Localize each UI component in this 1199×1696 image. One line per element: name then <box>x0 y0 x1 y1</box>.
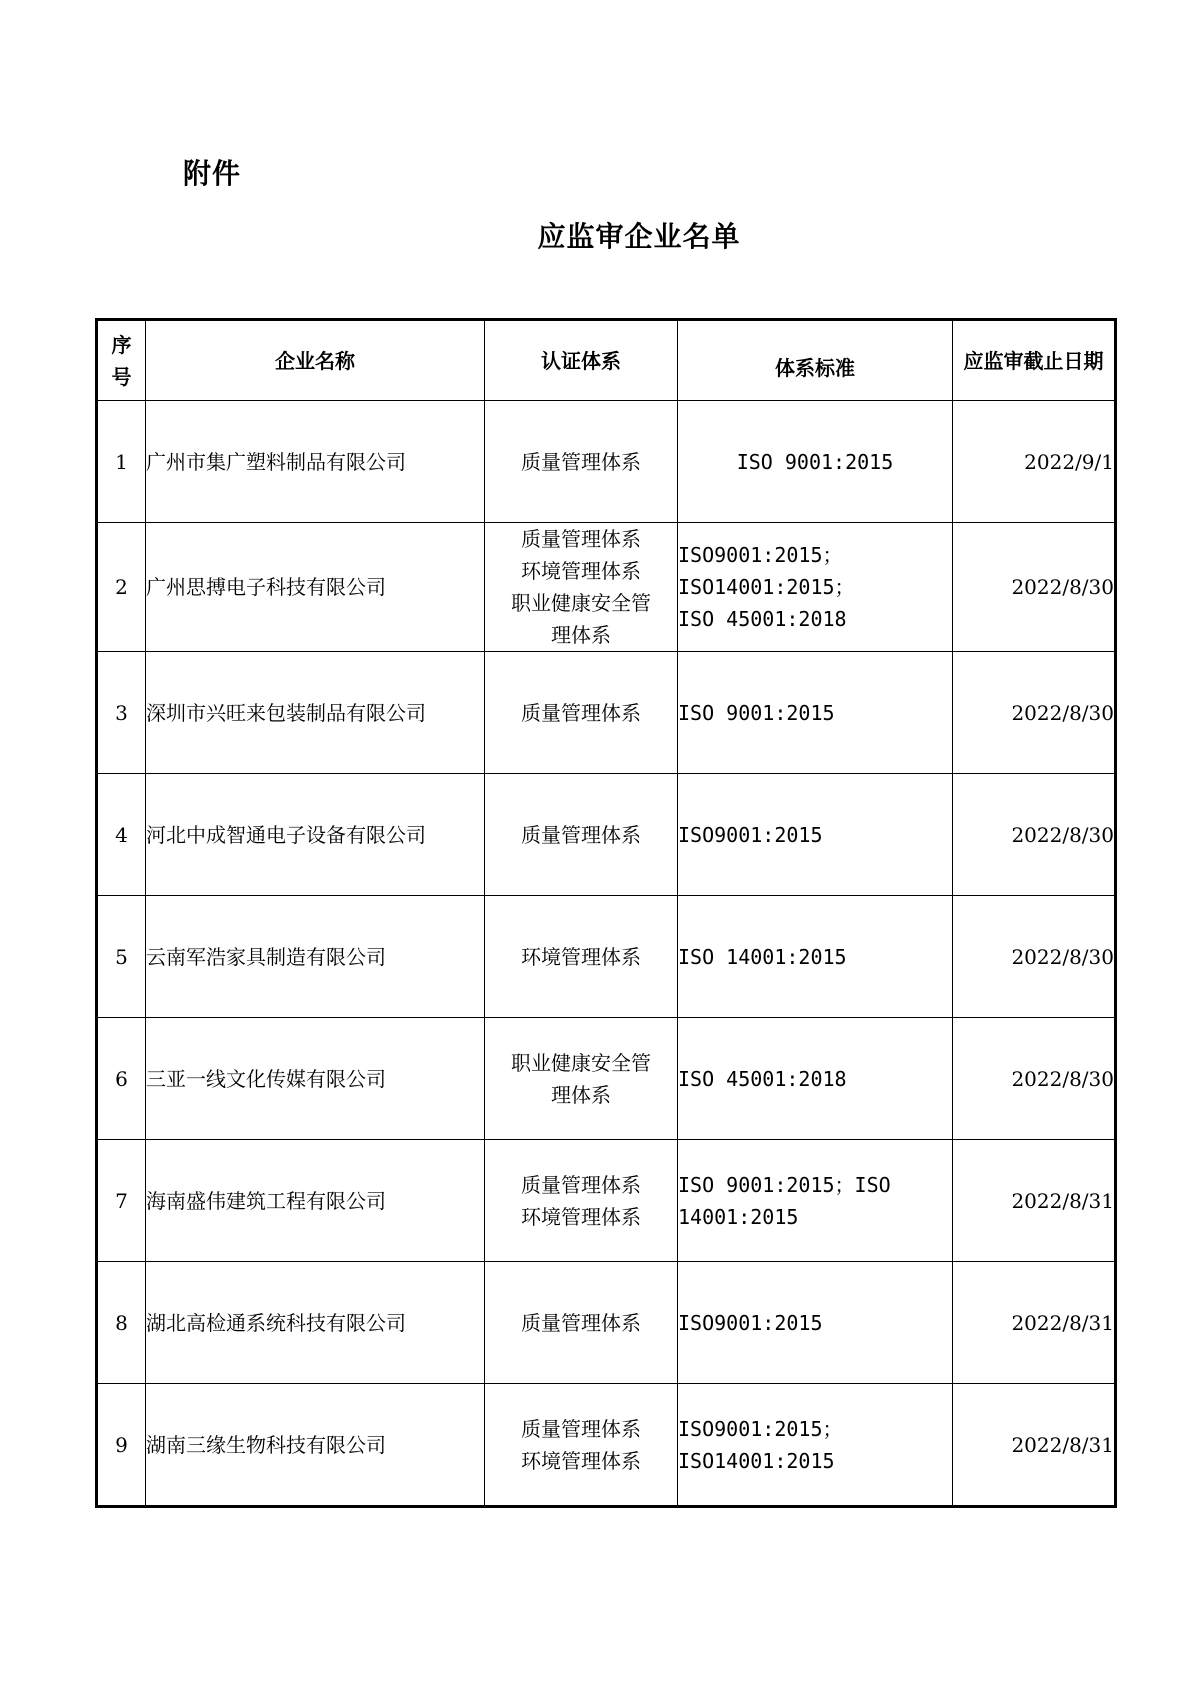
cell-system: 质量管理体系 环境管理体系 <box>485 1140 678 1262</box>
header-no: 序 号 <box>97 320 146 401</box>
attachment-label: 附件 <box>183 157 242 190</box>
cell-system: 质量管理体系 <box>485 652 678 774</box>
cell-deadline: 2022/8/30 <box>953 523 1116 652</box>
cell-no: 8 <box>97 1262 146 1384</box>
cell-deadline: 2022/8/30 <box>953 896 1116 1018</box>
cell-standard: ISO9001:2015 <box>678 1262 953 1384</box>
header-standard: 体系标准 <box>678 320 953 401</box>
cell-no: 5 <box>97 896 146 1018</box>
cell-deadline: 2022/8/30 <box>953 774 1116 896</box>
cell-no: 3 <box>97 652 146 774</box>
cell-no: 4 <box>97 774 146 896</box>
cell-system: 职业健康安全管 理体系 <box>485 1018 678 1140</box>
cell-deadline: 2022/8/31 <box>953 1140 1116 1262</box>
cell-system: 质量管理体系 <box>485 1262 678 1384</box>
table-row <box>97 1018 1116 1140</box>
cell-no: 1 <box>97 401 146 523</box>
header-name: 企业名称 <box>146 320 485 401</box>
table-row <box>97 1384 1116 1507</box>
document-title: 应监审企业名单 <box>537 220 741 253</box>
cell-no: 7 <box>97 1140 146 1262</box>
table-row <box>97 652 1116 774</box>
cell-name: 云南军浩家具制造有限公司 <box>146 896 485 1018</box>
cell-deadline: 2022/8/31 <box>953 1262 1116 1384</box>
cell-name: 广州市集广塑料制品有限公司 <box>146 401 485 523</box>
table-row <box>97 1140 1116 1262</box>
cell-deadline: 2022/8/30 <box>953 652 1116 774</box>
cell-deadline: 2022/9/1 <box>953 401 1116 523</box>
cell-no: 2 <box>97 523 146 652</box>
cell-standard: ISO9001:2015； ISO14001:2015； ISO 45001:2018 <box>678 523 953 652</box>
cell-deadline: 2022/8/31 <box>953 1384 1116 1507</box>
cell-deadline: 2022/8/30 <box>953 1018 1116 1140</box>
cell-standard: ISO9001:2015 <box>678 774 953 896</box>
cell-standard: ISO 9001:2015；ISO 14001:2015 <box>678 1140 953 1262</box>
cell-standard: ISO9001:2015； ISO14001:2015 <box>678 1384 953 1507</box>
cell-name: 海南盛伟建筑工程有限公司 <box>146 1140 485 1262</box>
table-row <box>97 774 1116 896</box>
header-deadline: 应监审截止日期 <box>953 320 1116 401</box>
cell-name: 河北中成智通电子设备有限公司 <box>146 774 485 896</box>
table-header-row <box>97 320 1116 401</box>
cell-no: 9 <box>97 1384 146 1507</box>
enterprise-table <box>95 318 1117 1508</box>
cell-system: 质量管理体系 <box>485 401 678 523</box>
cell-name: 湖北高检通系统科技有限公司 <box>146 1262 485 1384</box>
cell-system: 质量管理体系 <box>485 774 678 896</box>
table-row <box>97 523 1116 652</box>
table-row <box>97 1262 1116 1384</box>
table-row <box>97 401 1116 523</box>
cell-system: 质量管理体系 环境管理体系 <box>485 1384 678 1507</box>
cell-no: 6 <box>97 1018 146 1140</box>
table-row <box>97 896 1116 1018</box>
cell-standard: ISO 9001:2015 <box>678 401 953 523</box>
header-system: 认证体系 <box>485 320 678 401</box>
cell-name: 广州思搏电子科技有限公司 <box>146 523 485 652</box>
cell-name: 湖南三缘生物科技有限公司 <box>146 1384 485 1507</box>
cell-system: 环境管理体系 <box>485 896 678 1018</box>
cell-standard: ISO 14001:2015 <box>678 896 953 1018</box>
cell-standard: ISO 45001:2018 <box>678 1018 953 1140</box>
cell-system: 质量管理体系 环境管理体系 职业健康安全管 理体系 <box>485 523 678 652</box>
cell-name: 三亚一线文化传媒有限公司 <box>146 1018 485 1140</box>
cell-name: 深圳市兴旺来包装制品有限公司 <box>146 652 485 774</box>
cell-standard: ISO 9001:2015 <box>678 652 953 774</box>
